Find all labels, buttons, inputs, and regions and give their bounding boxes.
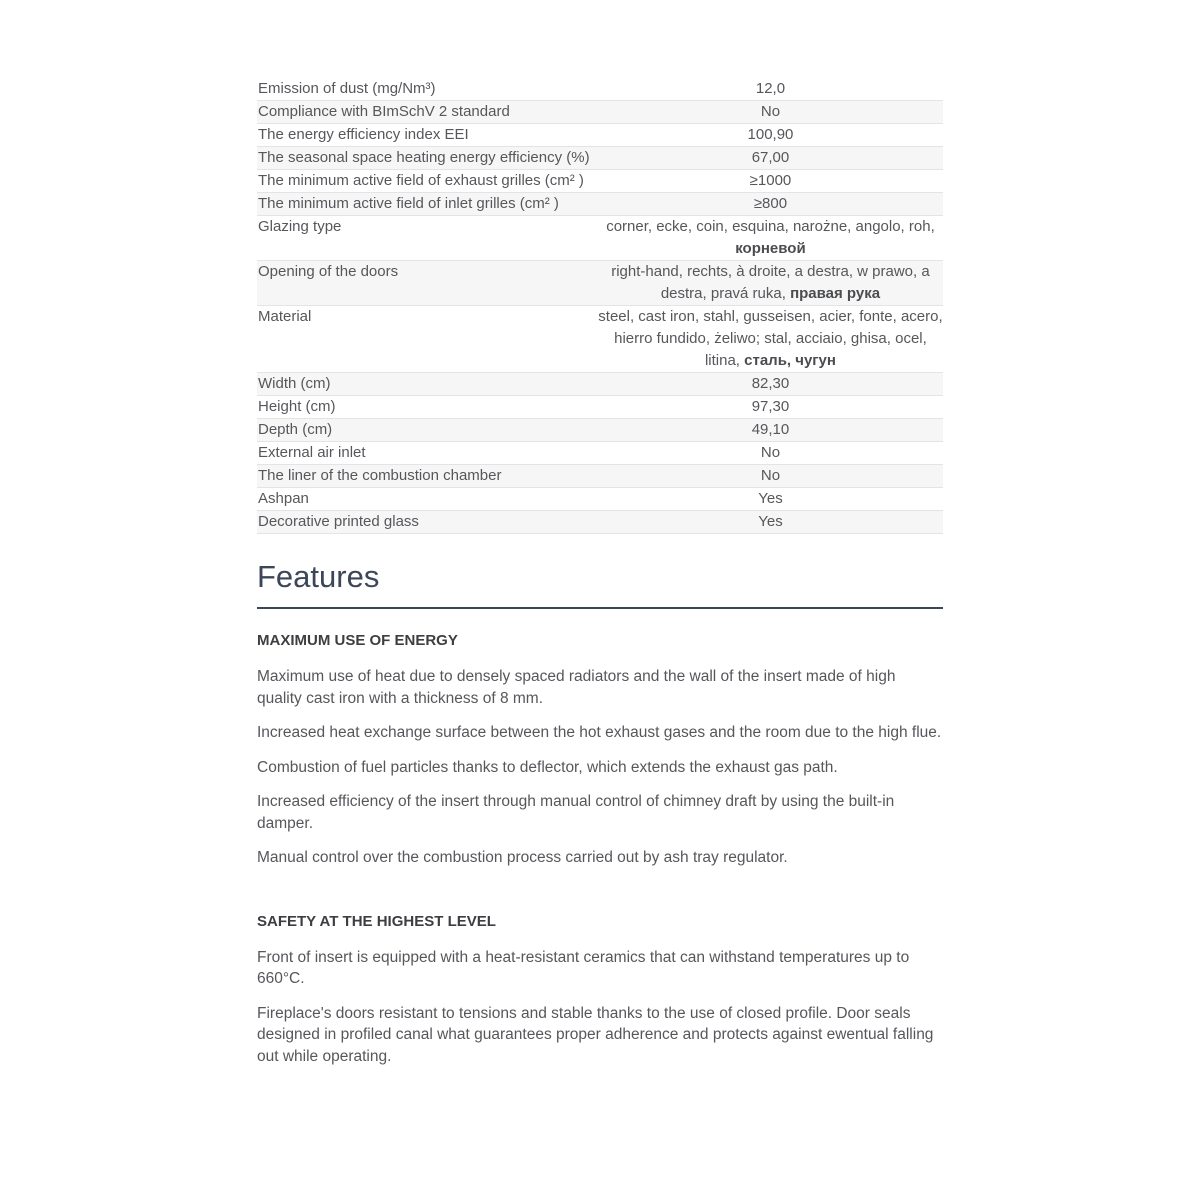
features-heading: Features (257, 559, 380, 594)
row-label: Width (cm) (258, 375, 331, 392)
row-label: Height (cm) (258, 398, 336, 415)
row-value-text: ≥800 (753, 195, 788, 212)
row-value (598, 193, 943, 215)
row-label: Compliance with BImSchV 2 standard (258, 103, 510, 120)
row-value-text: corner, ecke, coin, esquina, narożne, angolo, roh, (606, 218, 935, 235)
row-value (598, 216, 943, 260)
row-value-text: 12,0 (755, 80, 786, 97)
row-value (598, 147, 943, 169)
row-value-text: Yes (758, 513, 783, 530)
row-label: The minimum active field of inlet grilles (cm² ) (258, 195, 559, 212)
row-label: Decorative printed glass (258, 513, 419, 530)
feature-subheading: SAFETY AT THE HIGHEST LEVEL (257, 912, 496, 930)
row-value (598, 488, 943, 510)
row-value (598, 170, 943, 192)
features-section (257, 559, 943, 1067)
feature-paragraph: Maximum use of heat due to densely spaced radiators and the wall of the insert made of high quality cast iron with a thickness of 8 mm. (257, 668, 896, 707)
row-label: The liner of the combustion chamber (258, 467, 502, 484)
feature-paragraph: Front of insert is equipped with a heat-resistant ceramics that can withstand temperatures up to 660°C. (257, 948, 910, 987)
row-value-text: 100,90 (747, 126, 794, 143)
feature-paragraph: Manual control over the combustion process carried out by ash tray regulator. (257, 849, 788, 866)
row-label: Emission of dust (mg/Nm³) (258, 80, 436, 97)
row-label: Depth (cm) (258, 421, 333, 438)
table-row (257, 511, 943, 534)
table-row (257, 465, 943, 488)
row-value (598, 511, 943, 533)
row-value-text: steel, cast iron, stahl, gusseisen, acier, fonte, acero, hierro fundido, żeliwo; stal, acciaio, ghisa, ocel, litina, (598, 308, 943, 369)
row-label: Ashpan (258, 490, 309, 507)
spec-table (257, 78, 943, 534)
row-value (598, 396, 943, 418)
table-row (257, 193, 943, 216)
row-value-text: No (760, 444, 781, 461)
row-value (598, 101, 943, 123)
table-row (257, 216, 943, 261)
table-row (257, 419, 943, 442)
page-content (257, 0, 943, 1067)
table-row (257, 101, 943, 124)
row-value-text: 97,30 (751, 398, 790, 415)
table-row (257, 170, 943, 193)
row-value-text: Yes (758, 490, 783, 507)
feature-paragraph: Increased heat exchange surface between the hot exhaust gases and the room due to the high flue. (257, 724, 942, 741)
table-row (257, 124, 943, 147)
row-label: Glazing type (258, 218, 342, 235)
feature-paragraph: Combustion of fuel particles thanks to deflector, which extends the exhaust gas path. (257, 758, 838, 776)
row-value (598, 419, 943, 441)
table-row (257, 306, 943, 373)
table-row (257, 488, 943, 511)
row-value-text: ≥1000 (749, 172, 792, 189)
feature-subheading: MAXIMUM USE OF ENERGY (257, 632, 458, 649)
table-row (257, 442, 943, 465)
row-value (598, 306, 943, 372)
row-value (598, 373, 943, 395)
row-value-text: 82,30 (751, 375, 790, 392)
row-value-text: No (760, 103, 781, 120)
table-row (257, 147, 943, 170)
row-label: External air inlet (258, 444, 366, 461)
feature-paragraph: Fireplace's doors resistant to tensions and stable thanks to the use of closed profile. Door seals designed in profiled canal what guarantees proper adherence and protects against ewentual falling out while operating. (257, 1004, 934, 1065)
row-value (598, 261, 943, 305)
row-label: Opening of the doors (258, 263, 399, 280)
row-value (598, 124, 943, 146)
row-label: Material (258, 308, 312, 325)
feature-paragraph: Increased efficiency of the insert through manual control of chimney draft by using the built-in damper. (257, 793, 895, 832)
table-row (257, 261, 943, 306)
feature-block-safety (257, 913, 943, 1068)
row-value-text: right-hand, rechts, à droite, a destra, w prawo, a destra, pravá ruka, (611, 263, 930, 302)
row-value-bold: сталь, чугун (744, 352, 836, 369)
table-row (257, 78, 943, 101)
row-value (598, 78, 943, 100)
feature-block-energy (257, 632, 943, 869)
row-value-text: 49,10 (751, 421, 790, 438)
table-row (257, 373, 943, 396)
row-label: The seasonal space heating energy efficiency (%) (258, 149, 590, 166)
row-value-text: 67,00 (751, 149, 790, 166)
row-value-bold: правая рука (790, 285, 881, 302)
row-value (598, 442, 943, 464)
row-value (598, 465, 943, 487)
row-value-bold: корневой (735, 240, 806, 257)
row-label: The energy efficiency index EEI (258, 126, 469, 143)
row-value-text: No (760, 467, 781, 484)
features-divider (257, 607, 943, 609)
table-row (257, 396, 943, 419)
row-label: The minimum active field of exhaust grilles (cm² ) (258, 172, 584, 189)
